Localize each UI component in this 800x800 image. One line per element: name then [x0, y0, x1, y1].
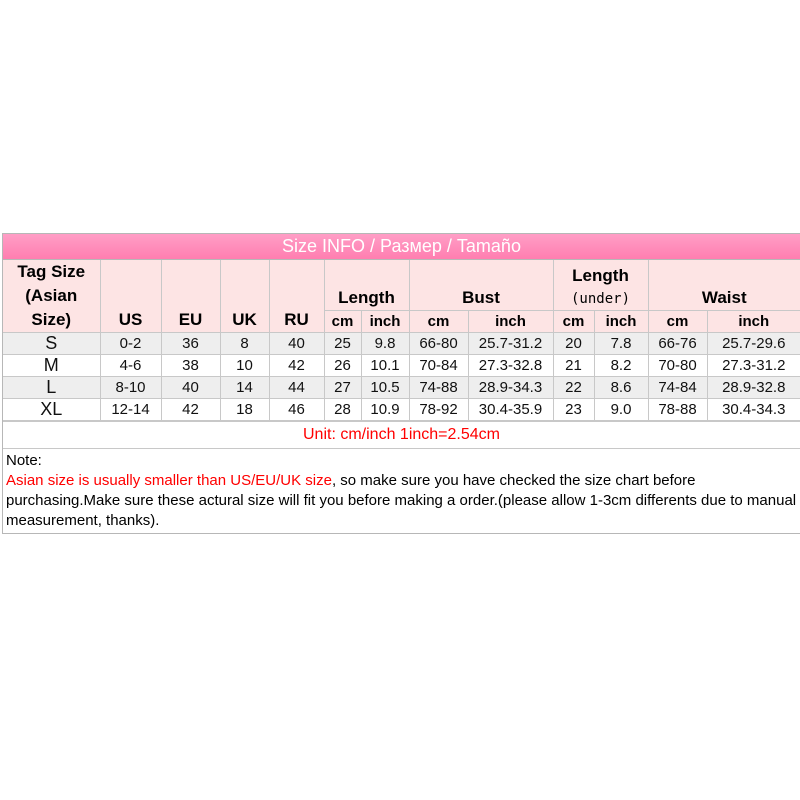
header-cm: cm — [648, 311, 707, 333]
note-warning: Asian size is usually smaller than US/EU/UK size — [6, 472, 332, 489]
size-table — [3, 260, 800, 421]
cell-waist-cm: 78-88 — [648, 399, 707, 421]
cell-uk: 8 — [220, 333, 269, 355]
cell-len-in: 9.8 — [361, 333, 409, 355]
cell-bust-in: 28.9-34.3 — [468, 377, 553, 399]
cell-ru: 46 — [269, 399, 324, 421]
header-inch: inch — [707, 311, 800, 333]
header-tag-size-line1: Tag Size — [17, 262, 86, 281]
cell-ru: 40 — [269, 333, 324, 355]
cell-bust-cm: 78-92 — [409, 399, 468, 421]
cell-eu: 40 — [161, 377, 220, 399]
cell-len-cm: 28 — [324, 399, 361, 421]
header-tag-size-line3: Size) — [31, 310, 72, 329]
cell-lu-in: 8.6 — [594, 377, 648, 399]
cell-size: S — [3, 333, 100, 355]
cell-bust-in: 30.4-35.9 — [468, 399, 553, 421]
cell-uk: 10 — [220, 355, 269, 377]
cell-us: 4-6 — [100, 355, 161, 377]
table-row — [3, 399, 800, 421]
size-chart — [2, 233, 800, 534]
cell-ru: 44 — [269, 377, 324, 399]
size-chart-title: Size INFO / Размер / Tamaño — [3, 234, 800, 260]
cell-uk: 14 — [220, 377, 269, 399]
header-inch: inch — [468, 311, 553, 333]
cell-waist-in: 28.9-32.8 — [707, 377, 800, 399]
cell-us: 0-2 — [100, 333, 161, 355]
cell-size: L — [3, 377, 100, 399]
cell-bust-in: 27.3-32.8 — [468, 355, 553, 377]
cell-size: XL — [3, 399, 100, 421]
header-bust: Bust — [409, 260, 553, 311]
cell-eu: 42 — [161, 399, 220, 421]
header-row — [3, 260, 800, 311]
cell-eu: 38 — [161, 355, 220, 377]
cell-size: M — [3, 355, 100, 377]
cell-waist-cm: 70-80 — [648, 355, 707, 377]
size-rows — [3, 333, 800, 421]
note-label: Note: — [6, 452, 42, 469]
cell-bust-cm: 70-84 — [409, 355, 468, 377]
header-us: US — [100, 260, 161, 333]
cell-lu-cm: 21 — [553, 355, 594, 377]
cell-len-cm: 27 — [324, 377, 361, 399]
cell-len-cm: 25 — [324, 333, 361, 355]
cell-us: 8-10 — [100, 377, 161, 399]
header-inch: inch — [361, 311, 409, 333]
header-length-under-sub: (under) — [571, 291, 631, 307]
cell-lu-in: 7.8 — [594, 333, 648, 355]
header-uk: UK — [220, 260, 269, 333]
header-cm: cm — [324, 311, 361, 333]
cell-waist-cm: 66-76 — [648, 333, 707, 355]
cell-len-in: 10.1 — [361, 355, 409, 377]
cell-len-in: 10.5 — [361, 377, 409, 399]
cell-uk: 18 — [220, 399, 269, 421]
cell-lu-cm: 23 — [553, 399, 594, 421]
header-cm: cm — [409, 311, 468, 333]
cell-lu-cm: 22 — [553, 377, 594, 399]
cell-waist-in: 27.3-31.2 — [707, 355, 800, 377]
cell-waist-cm: 74-84 — [648, 377, 707, 399]
header-cm: cm — [553, 311, 594, 333]
header-tag-size-line2: (Asian — [25, 286, 78, 305]
cell-waist-in: 30.4-34.3 — [707, 399, 800, 421]
header-inch: inch — [594, 311, 648, 333]
header-length-under — [553, 260, 648, 311]
cell-bust-cm: 74-88 — [409, 377, 468, 399]
cell-lu-in: 8.2 — [594, 355, 648, 377]
cell-eu: 36 — [161, 333, 220, 355]
cell-waist-in: 25.7-29.6 — [707, 333, 800, 355]
cell-len-cm: 26 — [324, 355, 361, 377]
cell-len-in: 10.9 — [361, 399, 409, 421]
table-row — [3, 377, 800, 399]
cell-us: 12-14 — [100, 399, 161, 421]
header-eu: EU — [161, 260, 220, 333]
cell-ru: 42 — [269, 355, 324, 377]
note-block — [3, 449, 800, 533]
header-waist: Waist — [648, 260, 800, 311]
unit-note: Unit: cm/inch 1inch=2.54cm — [3, 421, 800, 449]
header-tag-size — [3, 260, 100, 333]
note-text — [6, 471, 797, 531]
header-length-under-label: Length — [572, 266, 629, 285]
cell-lu-cm: 20 — [553, 333, 594, 355]
header-ru: RU — [269, 260, 324, 333]
table-row — [3, 355, 800, 377]
table-row — [3, 333, 800, 355]
cell-lu-in: 9.0 — [594, 399, 648, 421]
header-length: Length — [324, 260, 409, 311]
cell-bust-in: 25.7-31.2 — [468, 333, 553, 355]
cell-bust-cm: 66-80 — [409, 333, 468, 355]
note-body: , so make sure you have checked the size chart before purchasing.Make sure these actural size will fit you before making a order.(please allow 1-3cm differents due to manual measurement, thanks). — [6, 472, 797, 529]
